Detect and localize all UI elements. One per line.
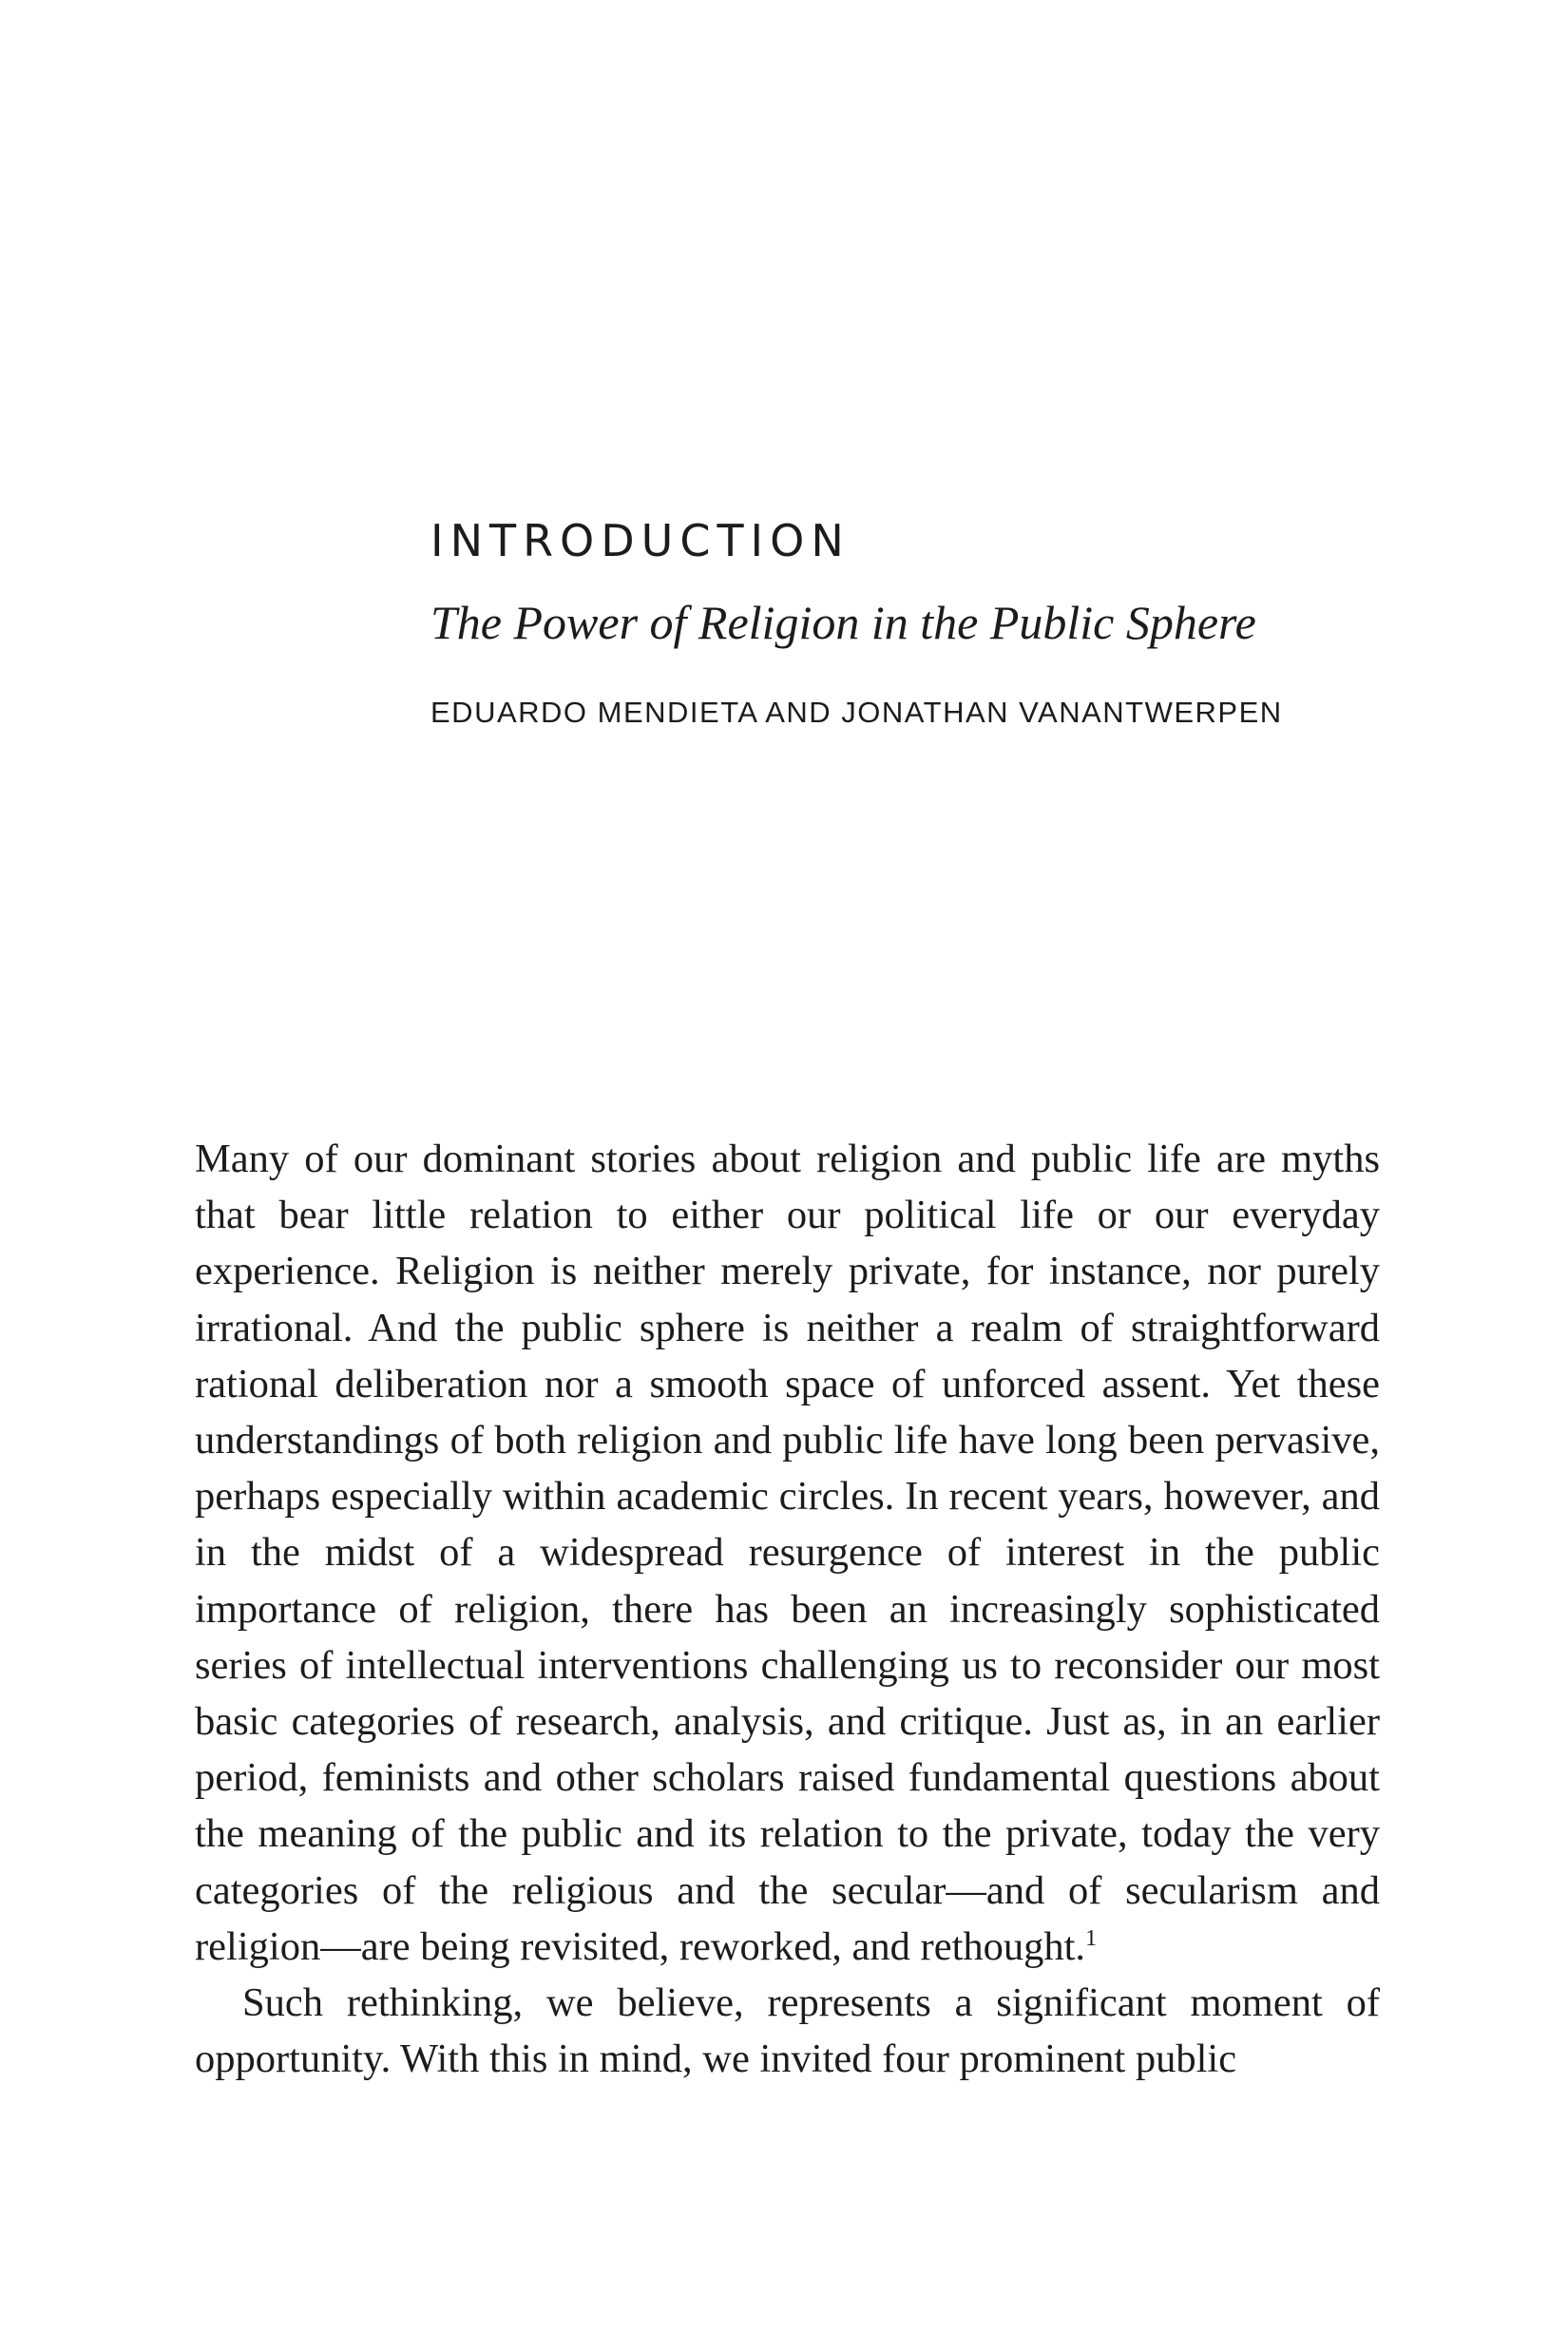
- paragraph-2: Such rethinking, we believe, represents a significant moment of opportunity. With this in mind, we invited four prominent public: [195, 1980, 1380, 2082]
- body-text: [195, 1131, 1380, 2087]
- chapter-authors: EDUARDO MENDIETA AND JONATHAN VANANTWERPEN: [430, 696, 1283, 729]
- footnote-marker[interactable]: 1: [1085, 1925, 1098, 1951]
- paragraph-1: [195, 1131, 1380, 1975]
- paragraph-1-text: Many of our dominant stories about religion and public life are myths that bear little relation to either our political life or our everyday experience. Religion is neither merely private, for instance, nor purely irrational. And the public sphere is neither a realm of straightforward rational deliberation nor a smooth space of unforced assent. Yet these understandings of both religion and public life have long been pervasive, perhaps especially within academic circles. In recent years, however, and in the midst of a widespread resurgence of interest in the public importance of religion, there has been an increasingly sophisticated series of intellectual interventions challenging us to reconsider our most basic categories of research, analysis, and critique. Just as, in an earlier period, feminists and other scholars raised fundamental questions about the meaning of the public and its relation to the private, today the very categories of the religious and the secular—and of secularism and religion—are being revisited, reworked, and rethought.: [195, 1137, 1380, 1969]
- chapter-heading: INTRODUCTION: [430, 515, 851, 566]
- chapter-subtitle: The Power of Religion in the Public Sphere: [430, 596, 1256, 649]
